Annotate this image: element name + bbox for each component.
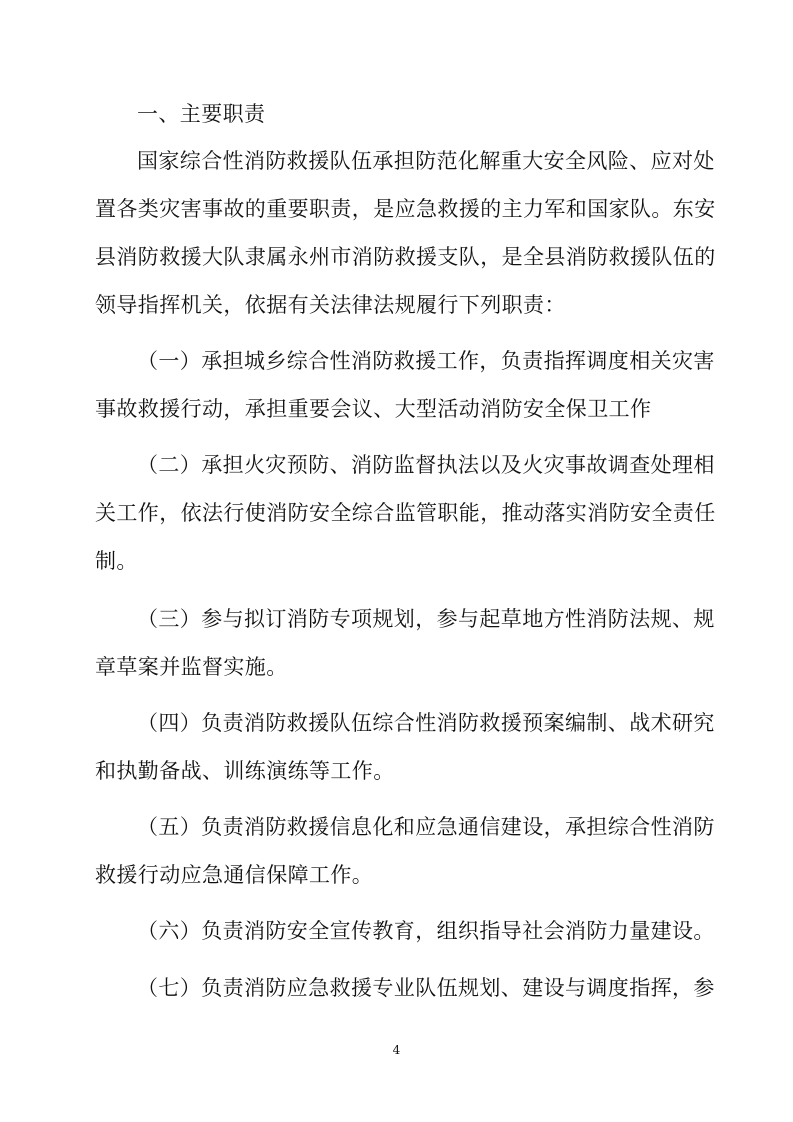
item-2-line-3: 制。	[95, 549, 138, 573]
item-3-line-1: （三）参与拟订消防专项规划，参与起草地方性消防法规、规	[137, 607, 715, 631]
item-5-line-2: 救援行动应急通信保障工作。	[95, 863, 374, 887]
item-2-line-2: 关工作，依法行使消防安全综合监管职能，推动落实消防安全责任	[95, 501, 716, 525]
item-3-line-2: 章草案并监督实施。	[95, 655, 288, 679]
intro-line-2: 置各类灾害事故的重要职责，是应急救援的主力军和国家队。东安	[95, 197, 716, 221]
intro-line-1: 国家综合性消防救援队伍承担防范化解重大安全风险、应对处	[137, 149, 715, 173]
intro-line-3: 县消防救援大队隶属永州市消防救援支队，是全县消防救援队伍的	[95, 245, 716, 269]
item-4-line-2: 和执勤备战、训练演练等工作。	[95, 759, 395, 783]
item-2-line-1: （二）承担火灾预防、消防监督执法以及火灾事故调查处理相	[137, 453, 715, 477]
item-7-line-1: （七）负责消防应急救援专业队伍规划、建设与调度指挥，参	[137, 976, 715, 1000]
page-number: 4	[392, 1043, 401, 1057]
item-1-line-2: 事故救援行动，承担重要会议、大型活动消防安全保卫工作	[95, 397, 652, 421]
item-4-line-1: （四）负责消防救援队伍综合性消防救援预案编制、战术研究	[137, 711, 715, 735]
item-6-line-1: （六）负责消防安全宣传教育，组织指导社会消防力量建设。	[137, 919, 715, 943]
item-1-line-1: （一）承担城乡综合性消防救援工作，负责指挥调度相关灾害	[137, 349, 715, 373]
section-heading: 一、主要职责	[137, 102, 266, 126]
intro-line-4: 领导指挥机关，依据有关法律法规履行下列职责：	[95, 293, 566, 317]
item-5-line-1: （五）负责消防救援信息化和应急通信建设，承担综合性消防	[137, 815, 715, 839]
